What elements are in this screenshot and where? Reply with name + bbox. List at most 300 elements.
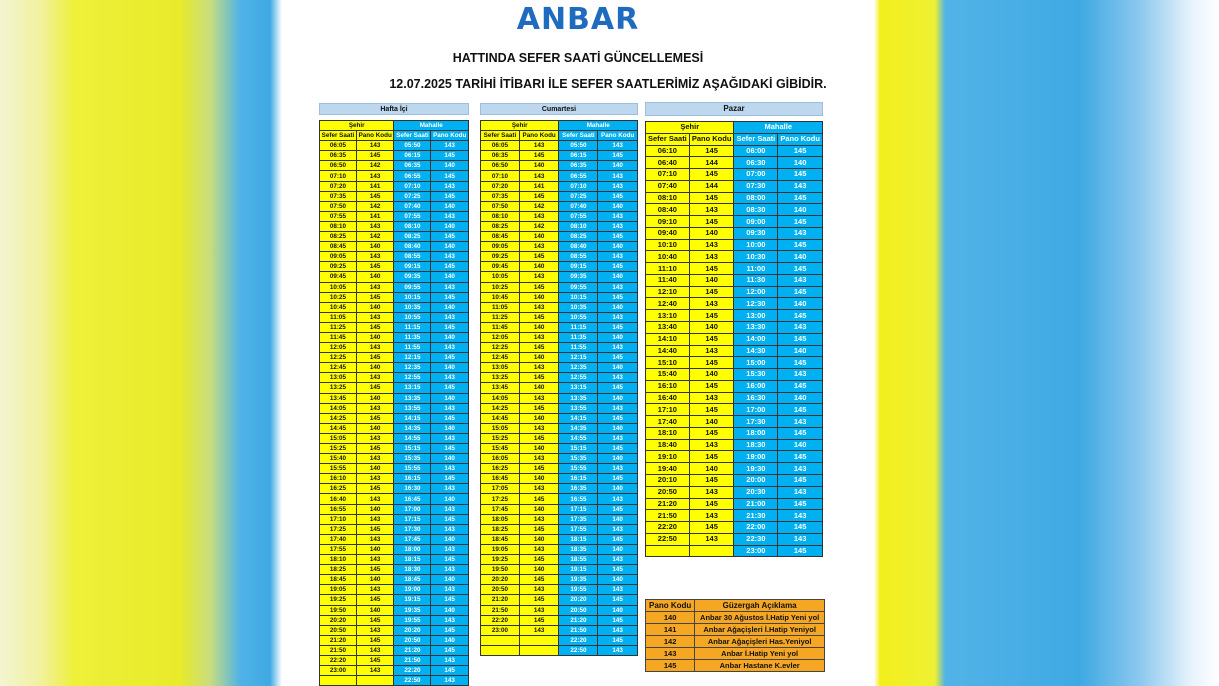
table-row: [320, 534, 469, 544]
mahalle-time: 07:30: [734, 180, 778, 192]
mahalle-time: 17:30: [734, 416, 778, 428]
mahalle-code: 145: [431, 666, 469, 676]
sehir-time: 16:55: [320, 504, 357, 514]
mahalle-time: 16:15: [559, 474, 598, 484]
sehir-time: 15:40: [320, 454, 357, 464]
sehir-time: 07:50: [320, 201, 357, 211]
mahalle-time: 22:20: [394, 666, 431, 676]
mahalle-time: 18:30: [394, 565, 431, 575]
mahalle-code: 140: [431, 454, 469, 464]
legend-code: 142: [646, 636, 695, 648]
table-row: [320, 171, 469, 181]
sehir-time: 11:05: [320, 312, 357, 322]
sehir-time: [320, 676, 357, 686]
table-row: [320, 161, 469, 171]
mahalle-time: 11:55: [559, 343, 598, 353]
table-row: [646, 239, 823, 251]
table-row: [481, 332, 638, 342]
sehir-code: 145: [356, 413, 394, 423]
table-row: [481, 464, 638, 474]
sehir-time: [481, 635, 520, 645]
pano-kodu-header: Pano Kodu: [689, 133, 734, 145]
sehir-time: 15:10: [646, 357, 690, 369]
table-row: [481, 373, 638, 383]
mahalle-time: 18:35: [559, 544, 598, 554]
table-row: [320, 191, 469, 201]
mahalle-time: 16:30: [394, 484, 431, 494]
sehir-code: 140: [519, 322, 559, 332]
mahalle-code: 143: [598, 252, 638, 262]
mahalle-code: 145: [431, 191, 469, 201]
table-row: [320, 151, 469, 161]
table-row: [481, 322, 638, 332]
table-row: [481, 524, 638, 534]
mahalle-code: 140: [431, 161, 469, 171]
sefer-saati-header: Sefer Saati: [646, 133, 690, 145]
table-row: [320, 676, 469, 686]
mahalle-code: 143: [431, 544, 469, 554]
mahalle-time: 07:55: [559, 211, 598, 221]
mahalle-code: 145: [431, 413, 469, 423]
sehir-time: 17:40: [320, 534, 357, 544]
mahalle-time: 08:25: [559, 232, 598, 242]
table-row: [646, 286, 823, 298]
mahalle-time: 06:55: [559, 171, 598, 181]
table-row: [481, 302, 638, 312]
mahalle-time: 13:55: [394, 403, 431, 413]
mahalle-time: 22:20: [559, 635, 598, 645]
mahalle-time: 20:00: [734, 474, 778, 486]
sehir-time: 10:45: [320, 302, 357, 312]
sehir-code: 143: [356, 625, 394, 635]
mahalle-code: 145: [431, 645, 469, 655]
sehir-code: 140: [356, 332, 394, 342]
mahalle-time: 11:30: [734, 274, 778, 286]
table-row: [320, 272, 469, 282]
mahalle-time: 08:25: [394, 232, 431, 242]
table-row: [320, 575, 469, 585]
mahalle-code: 140: [431, 635, 469, 645]
mahalle-code: 143: [778, 180, 823, 192]
legend-row: [646, 660, 825, 672]
table-row: [320, 282, 469, 292]
sehir-time: 18:05: [481, 514, 520, 524]
mahalle-time: 08:40: [394, 242, 431, 252]
sehir-time: 07:40: [646, 180, 690, 192]
table-row: [481, 242, 638, 252]
mahalle-code: 143: [598, 403, 638, 413]
pano-kodu-header: Pano Kodu: [431, 131, 469, 141]
sehir-code: 140: [356, 575, 394, 585]
mahalle-code: 143: [778, 416, 823, 428]
sehir-time: 12:05: [320, 343, 357, 353]
schedule-poster: [282, 0, 874, 686]
sehir-code: 145: [689, 451, 734, 463]
mahalle-code: 140: [431, 423, 469, 433]
sehir-code: 143: [519, 141, 559, 151]
table-row: [320, 494, 469, 504]
mahalle-time: 15:35: [559, 454, 598, 464]
sehir-time: 17:05: [481, 484, 520, 494]
mahalle-time: 12:15: [559, 353, 598, 363]
schedule-pazar: [645, 102, 823, 557]
sehir-time: 21:20: [320, 635, 357, 645]
sehir-code: 140: [689, 416, 734, 428]
mahalle-time: 06:00: [734, 145, 778, 157]
sehir-code: 145: [689, 522, 734, 534]
table-row: [481, 423, 638, 433]
sehir-time: 15:05: [481, 423, 520, 433]
mahalle-header: Mahalle: [394, 121, 469, 131]
mahalle-code: 140: [778, 157, 823, 169]
sehir-time: 07:55: [320, 211, 357, 221]
sehir-time: 16:25: [320, 484, 357, 494]
sehir-time: 18:25: [320, 565, 357, 575]
mahalle-time: 05:50: [559, 141, 598, 151]
sehir-code: 145: [689, 286, 734, 298]
mahalle-time: 06:30: [734, 157, 778, 169]
mahalle-code: 143: [431, 615, 469, 625]
sehir-code: 143: [689, 439, 734, 451]
sehir-time: 12:05: [481, 332, 520, 342]
sehir-code: 145: [519, 373, 559, 383]
sehir-time: 19:25: [481, 555, 520, 565]
mahalle-time: 11:15: [394, 322, 431, 332]
mahalle-code: 140: [598, 332, 638, 342]
mahalle-header: Mahalle: [734, 122, 823, 134]
table-row: [320, 141, 469, 151]
schedule-day-row: [320, 104, 469, 115]
sehir-time: 14:05: [481, 393, 520, 403]
mahalle-time: 15:00: [734, 357, 778, 369]
sehir-code: 140: [519, 353, 559, 363]
legend-desc: Anbar Ağaçişleri İ.Hatip Yeniyol: [695, 624, 825, 636]
mahalle-time: 20:30: [734, 486, 778, 498]
mahalle-time: 16:15: [394, 474, 431, 484]
sehir-code: 145: [356, 353, 394, 363]
sehir-time: 13:25: [481, 373, 520, 383]
sehir-code: 143: [689, 239, 734, 251]
sehir-code: 145: [356, 322, 394, 332]
sehir-code: 145: [519, 191, 559, 201]
sehir-code: 145: [356, 655, 394, 665]
sehir-code: 143: [519, 423, 559, 433]
mahalle-code: 140: [778, 439, 823, 451]
mahalle-time: 18:00: [394, 544, 431, 554]
mahalle-time: 17:15: [394, 514, 431, 524]
schedule-day-title: Cumartesi: [481, 104, 638, 115]
mahalle-code: 140: [598, 272, 638, 282]
mahalle-time: 18:15: [559, 534, 598, 544]
sehir-time: 11:45: [481, 322, 520, 332]
mahalle-code: 143: [598, 211, 638, 221]
sehir-time: 10:40: [646, 251, 690, 263]
sehir-time: 10:25: [481, 282, 520, 292]
table-row: [481, 494, 638, 504]
mahalle-code: 140: [598, 393, 638, 403]
mahalle-code: 145: [598, 595, 638, 605]
mahalle-code: 140: [431, 221, 469, 231]
mahalle-time: 17:45: [394, 534, 431, 544]
mahalle-time: 05:50: [394, 141, 431, 151]
mahalle-code: 145: [778, 310, 823, 322]
mahalle-code: 145: [598, 292, 638, 302]
mahalle-time: 10:30: [734, 251, 778, 263]
mahalle-code: 145: [778, 357, 823, 369]
sehir-time: 13:40: [646, 322, 690, 334]
sehir-code: 140: [356, 544, 394, 554]
mahalle-time: 06:35: [394, 161, 431, 171]
sehir-code: 145: [356, 635, 394, 645]
table-row: [320, 605, 469, 615]
sehir-code: 145: [689, 474, 734, 486]
mahalle-time: 21:20: [394, 645, 431, 655]
pano-kodu-header: Pano Kodu: [356, 131, 394, 141]
mahalle-code: 143: [431, 464, 469, 474]
sehir-code: 143: [356, 141, 394, 151]
mahalle-code: 143: [598, 181, 638, 191]
sehir-code: [519, 635, 559, 645]
mahalle-time: 16:00: [734, 380, 778, 392]
table-row: [481, 383, 638, 393]
mahalle-code: 143: [431, 141, 469, 151]
table-row: [481, 262, 638, 272]
table-row: [481, 232, 638, 242]
sehir-time: 12:45: [481, 353, 520, 363]
sehir-time: 21:20: [481, 595, 520, 605]
mahalle-time: 07:10: [394, 181, 431, 191]
table-row: [481, 363, 638, 373]
table-row: [320, 232, 469, 242]
sehir-code: 145: [519, 312, 559, 322]
table-row: [481, 171, 638, 181]
table-row: [481, 555, 638, 565]
mahalle-code: 140: [431, 201, 469, 211]
table-row: [646, 427, 823, 439]
table-row: [481, 221, 638, 231]
mahalle-time: 08:30: [734, 204, 778, 216]
mahalle-code: 143: [598, 524, 638, 534]
sehir-time: 18:10: [646, 427, 690, 439]
sehir-time: 12:10: [646, 286, 690, 298]
mahalle-time: 13:00: [734, 310, 778, 322]
sehir-code: 143: [689, 298, 734, 310]
schedule-group-row: [481, 121, 638, 131]
sehir-code: 140: [519, 413, 559, 423]
sehir-code: 140: [519, 444, 559, 454]
sehir-code: 145: [689, 169, 734, 181]
sehir-code: 140: [356, 504, 394, 514]
sehir-code: [689, 545, 734, 557]
table-row: [320, 565, 469, 575]
sehir-time: 08:45: [481, 232, 520, 242]
sehir-code: 145: [519, 595, 559, 605]
sehir-code: 145: [356, 151, 394, 161]
sehir-code: 143: [356, 343, 394, 353]
mahalle-code: 143: [431, 524, 469, 534]
mahalle-code: 145: [778, 239, 823, 251]
sehir-time: 16:45: [481, 474, 520, 484]
mahalle-code: 143: [778, 322, 823, 334]
sehir-time: 18:25: [481, 524, 520, 534]
legend-header-desc: Güzergah Açıklama: [695, 600, 825, 612]
sehir-code: 143: [356, 403, 394, 413]
table-row: [320, 625, 469, 635]
sehir-time: 22:20: [320, 655, 357, 665]
sehir-code: 140: [519, 161, 559, 171]
mahalle-time: 10:00: [734, 239, 778, 251]
sehir-code: 145: [356, 262, 394, 272]
mahalle-time: 09:55: [559, 282, 598, 292]
mahalle-code: 145: [598, 191, 638, 201]
sehir-time: 19:05: [320, 585, 357, 595]
mahalle-time: 11:35: [394, 332, 431, 342]
table-row: [646, 322, 823, 334]
sehir-time: 20:10: [646, 474, 690, 486]
table-row: [320, 504, 469, 514]
sehir-code: 143: [356, 454, 394, 464]
mahalle-code: 145: [598, 504, 638, 514]
sefer-saati-header: Sefer Saati: [734, 133, 778, 145]
sehir-code: 145: [519, 555, 559, 565]
sehir-time: 10:05: [481, 272, 520, 282]
sehir-code: 140: [519, 534, 559, 544]
sehir-time: 11:40: [646, 274, 690, 286]
mahalle-time: 12:55: [394, 373, 431, 383]
mahalle-code: 140: [778, 204, 823, 216]
sehir-time: 14:25: [481, 403, 520, 413]
mahalle-code: 145: [598, 353, 638, 363]
table-row: [481, 393, 638, 403]
mahalle-time: 19:15: [394, 595, 431, 605]
table-row: [320, 302, 469, 312]
table-row: [646, 474, 823, 486]
sehir-code: 145: [519, 151, 559, 161]
legend-code: 143: [646, 648, 695, 660]
mahalle-code: 143: [778, 274, 823, 286]
sehir-code: 145: [689, 192, 734, 204]
mahalle-time: 09:00: [734, 216, 778, 228]
sehir-time: 13:45: [481, 383, 520, 393]
mahalle-time: 13:55: [559, 403, 598, 413]
table-row: [481, 433, 638, 443]
table-row: [320, 332, 469, 342]
mahalle-time: 18:30: [734, 439, 778, 451]
mahalle-time: 21:50: [559, 625, 598, 635]
table-row: [320, 393, 469, 403]
mahalle-code: 145: [431, 353, 469, 363]
sehir-time: 08:25: [320, 232, 357, 242]
mahalle-time: 12:00: [734, 286, 778, 298]
mahalle-code: 143: [778, 510, 823, 522]
mahalle-time: 19:00: [734, 451, 778, 463]
sehir-time: 16:10: [320, 474, 357, 484]
table-row: [646, 345, 823, 357]
sehir-code: 140: [356, 302, 394, 312]
table-row: [320, 413, 469, 423]
mahalle-time: 15:15: [394, 444, 431, 454]
table-row: [320, 433, 469, 443]
table-row: [320, 474, 469, 484]
sehir-code: 143: [356, 645, 394, 655]
sehir-code: 143: [519, 332, 559, 342]
mahalle-code: 145: [431, 151, 469, 161]
sehir-code: 145: [689, 145, 734, 157]
table-row: [646, 404, 823, 416]
mahalle-time: 15:30: [734, 369, 778, 381]
mahalle-time: 09:15: [394, 262, 431, 272]
mahalle-code: 145: [598, 534, 638, 544]
mahalle-time: 16:35: [559, 484, 598, 494]
schedule-col-row: [646, 133, 823, 145]
sehir-code: 143: [356, 282, 394, 292]
sehir-code: 140: [519, 292, 559, 302]
table-row: [320, 242, 469, 252]
mahalle-time: 06:15: [559, 151, 598, 161]
mahalle-code: 143: [431, 504, 469, 514]
mahalle-time: 14:15: [394, 413, 431, 423]
mahalle-code: 145: [778, 263, 823, 275]
table-row: [646, 298, 823, 310]
sehir-code: 145: [519, 615, 559, 625]
mahalle-time: 13:15: [559, 383, 598, 393]
mahalle-time: 07:40: [559, 201, 598, 211]
mahalle-code: 145: [778, 216, 823, 228]
mahalle-time: 21:20: [559, 615, 598, 625]
sehir-time: 09:10: [646, 216, 690, 228]
sehir-code: 140: [519, 383, 559, 393]
mahalle-code: 140: [598, 161, 638, 171]
mahalle-code: 140: [431, 494, 469, 504]
table-row: [646, 157, 823, 169]
sehir-time: 18:45: [481, 534, 520, 544]
mahalle-code: 145: [598, 413, 638, 423]
mahalle-code: 145: [431, 171, 469, 181]
sehir-code: 143: [519, 302, 559, 312]
mahalle-code: 145: [778, 145, 823, 157]
sehir-time: 14:40: [646, 345, 690, 357]
sehir-code: 143: [519, 585, 559, 595]
sehir-time: 17:25: [320, 524, 357, 534]
table-row: [646, 333, 823, 345]
mahalle-time: 11:55: [394, 343, 431, 353]
schedule-day-title: Hafta İçi: [320, 104, 469, 115]
sehir-code: 140: [689, 227, 734, 239]
sehir-time: 18:10: [320, 555, 357, 565]
table-row: [481, 272, 638, 282]
sehir-time: 18:45: [320, 575, 357, 585]
mahalle-code: 143: [431, 343, 469, 353]
sehir-code: 140: [356, 242, 394, 252]
anbar-logo: ANBAR: [516, 2, 640, 37]
mahalle-time: 13:15: [394, 383, 431, 393]
table-row: [481, 413, 638, 423]
mahalle-code: 143: [598, 312, 638, 322]
table-row: [481, 201, 638, 211]
mahalle-code: 143: [598, 141, 638, 151]
mahalle-code: 143: [598, 373, 638, 383]
sefer-saati-header: Sefer Saati: [394, 131, 431, 141]
mahalle-time: 19:55: [559, 585, 598, 595]
sehir-time: 08:40: [646, 204, 690, 216]
mahalle-time: 15:55: [559, 464, 598, 474]
table-row: [481, 605, 638, 615]
sehir-time: 08:10: [646, 192, 690, 204]
mahalle-code: 140: [598, 454, 638, 464]
mahalle-time: 15:35: [394, 454, 431, 464]
sehir-code: 140: [519, 262, 559, 272]
mahalle-code: 140: [598, 484, 638, 494]
